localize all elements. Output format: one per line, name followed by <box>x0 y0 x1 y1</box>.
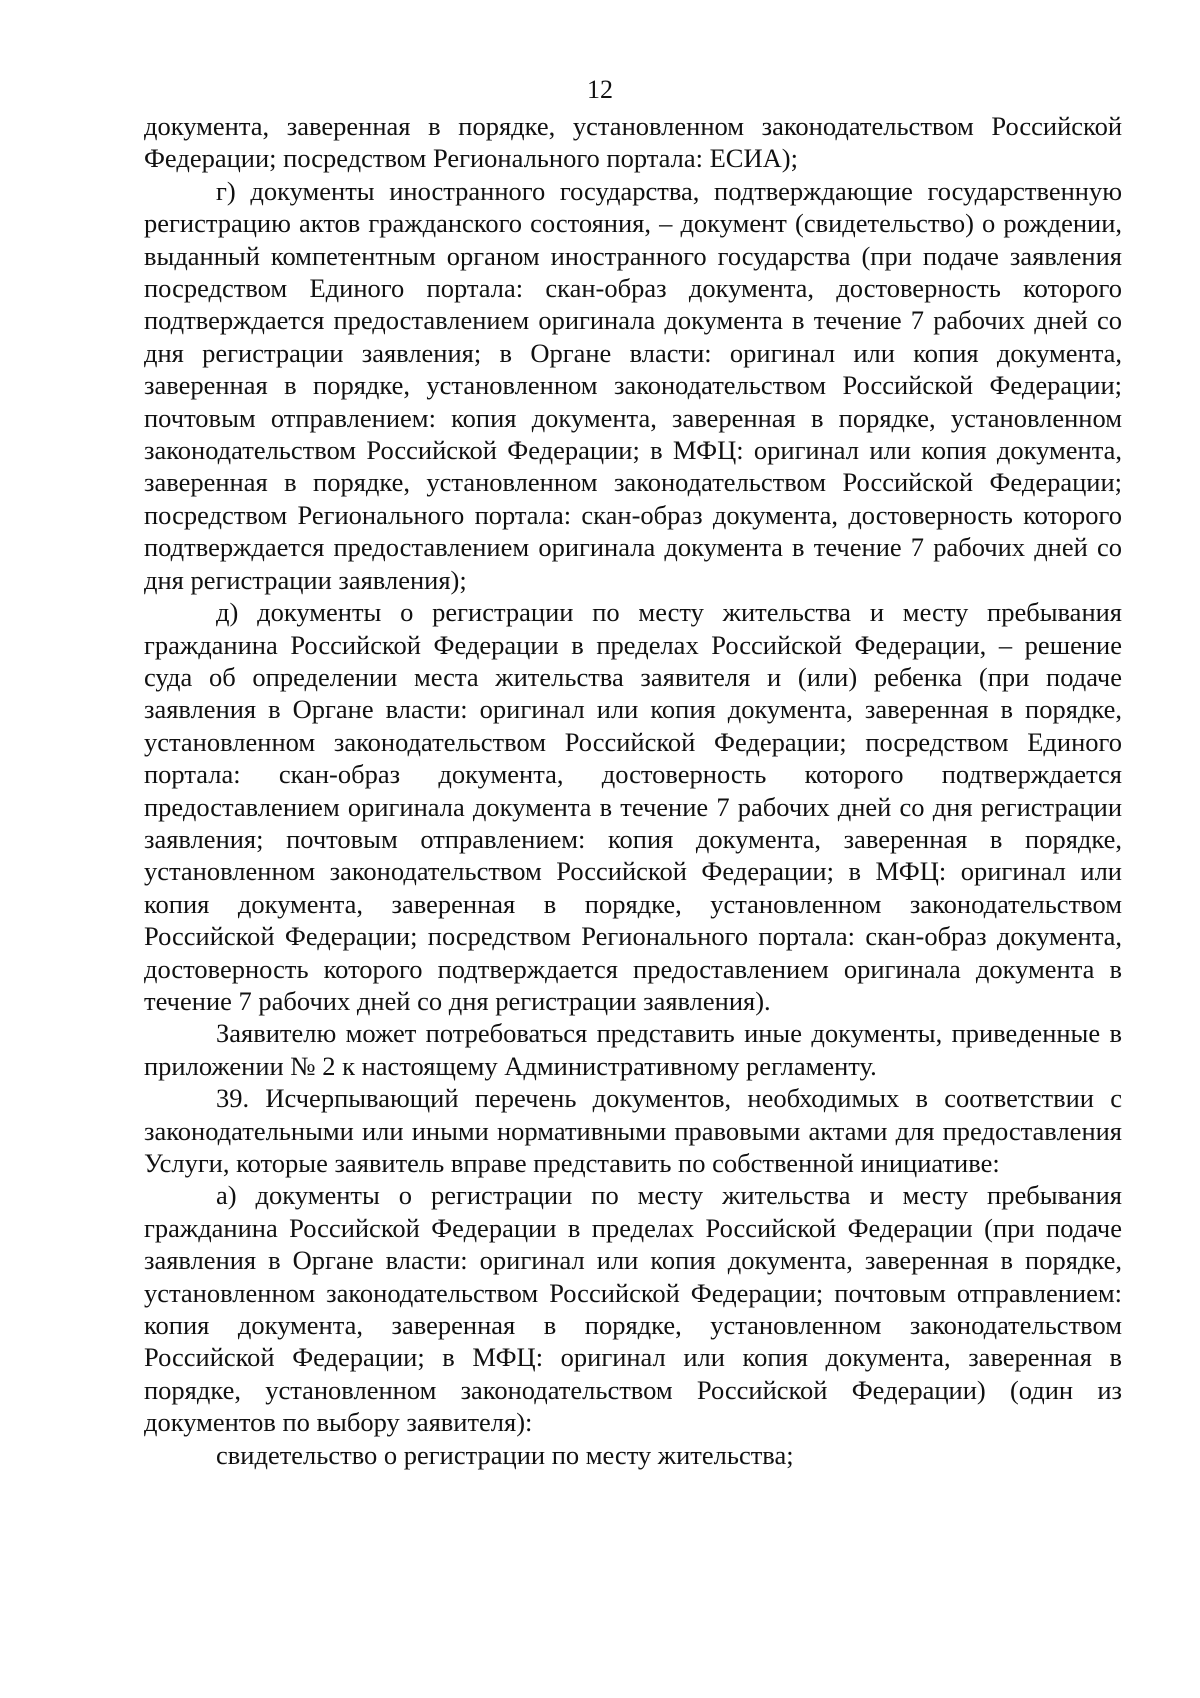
document-body <box>144 110 1122 1471</box>
paragraph-continuation: документа, заверенная в порядке, установленном законодательством Российской Федерации; посредством Регионального портала: ЕСИА); <box>144 111 1122 174</box>
paragraph-item-g: г) документы иностранного государства, подтверждающие государственную регистрацию актов гражданского состояния, – документ (свидетельство) о рождении, выданный компетентным органом иностранного государства (при подаче заявления посредством Единого портала: скан-образ документа, достоверность которого подтверждается предоставлением оригинала документа в течение 7 рабочих дней со дня регистрации заявления; в Органе власти: оригинал или копия документа, заверенная в порядке, установленном законодательством Российской Федерации; почтовым отправлением: копия документа, заверенная в порядке, установленном законодательством Российской Федерации; в МФЦ: оригинал или копия документа, заверенная в порядке, установленном законодательством Российской Федерации; посредством Регионального портала: скан-образ документа, достоверность которого подтверждается предоставлением оригинала документа в течение 7 рабочих дней со дня регистрации заявления); <box>144 175 1122 595</box>
paragraph-additional-documents: Заявителю может потребоваться представить иные документы, приведенные в приложении № 2 к настоящему Административному регламенту. <box>144 1018 1122 1081</box>
page-number: 12 <box>587 75 613 104</box>
paragraph-item-a: а) документы о регистрации по месту жительства и месту пребывания гражданина Российской Федерации в пределах Российской Федерации (при подаче заявления в Органе власти: оригинал или копия документа, заверенная в порядке, установленном законодательством Российской Федерации; почтовым отправлением: копия документа, заверенная в порядке, установленном законодательством Российской Федерации; в МФЦ: оригинал или копия документа, заверенная в порядке, установленном законодательством Российской Федерации) (один из документов по выбору заявителя): <box>144 1180 1122 1438</box>
paragraph-section-39: 39. Исчерпывающий перечень документов, необходимых в соответствии с законодательными или иными нормативными правовыми актами для предоставления Услуги, которые заявитель вправе представить по собственной инициативе: <box>144 1083 1122 1178</box>
paragraph-registration-certificate: свидетельство о регистрации по месту жительства; <box>216 1439 794 1470</box>
paragraph-item-d: д) документы о регистрации по месту жительства и месту пребывания гражданина Российской Федерации в пределах Российской Федерации, – решение суда об определении места жительства заявителя и (или) ребенка (при подаче заявления в Органе власти: оригинал или копия документа, заверенная в порядке, установленном законодательством Российской Федерации; посредством Единого портала: скан-образ документа, достоверность которого подтверждается предоставлением оригинала документа в течение 7 рабочих дней со дня регистрации заявления; почтовым отправлением: копия документа, заверенная в порядке, установленном законодательством Российской Федерации; в МФЦ: оригинал или копия документа, заверенная в порядке, установленном законодательством Российской Федерации; посредством Регионального портала: скан-образ документа, достоверность которого подтверждается предоставлением оригинала документа в течение 7 рабочих дней со дня регистрации заявления). <box>144 597 1122 1016</box>
